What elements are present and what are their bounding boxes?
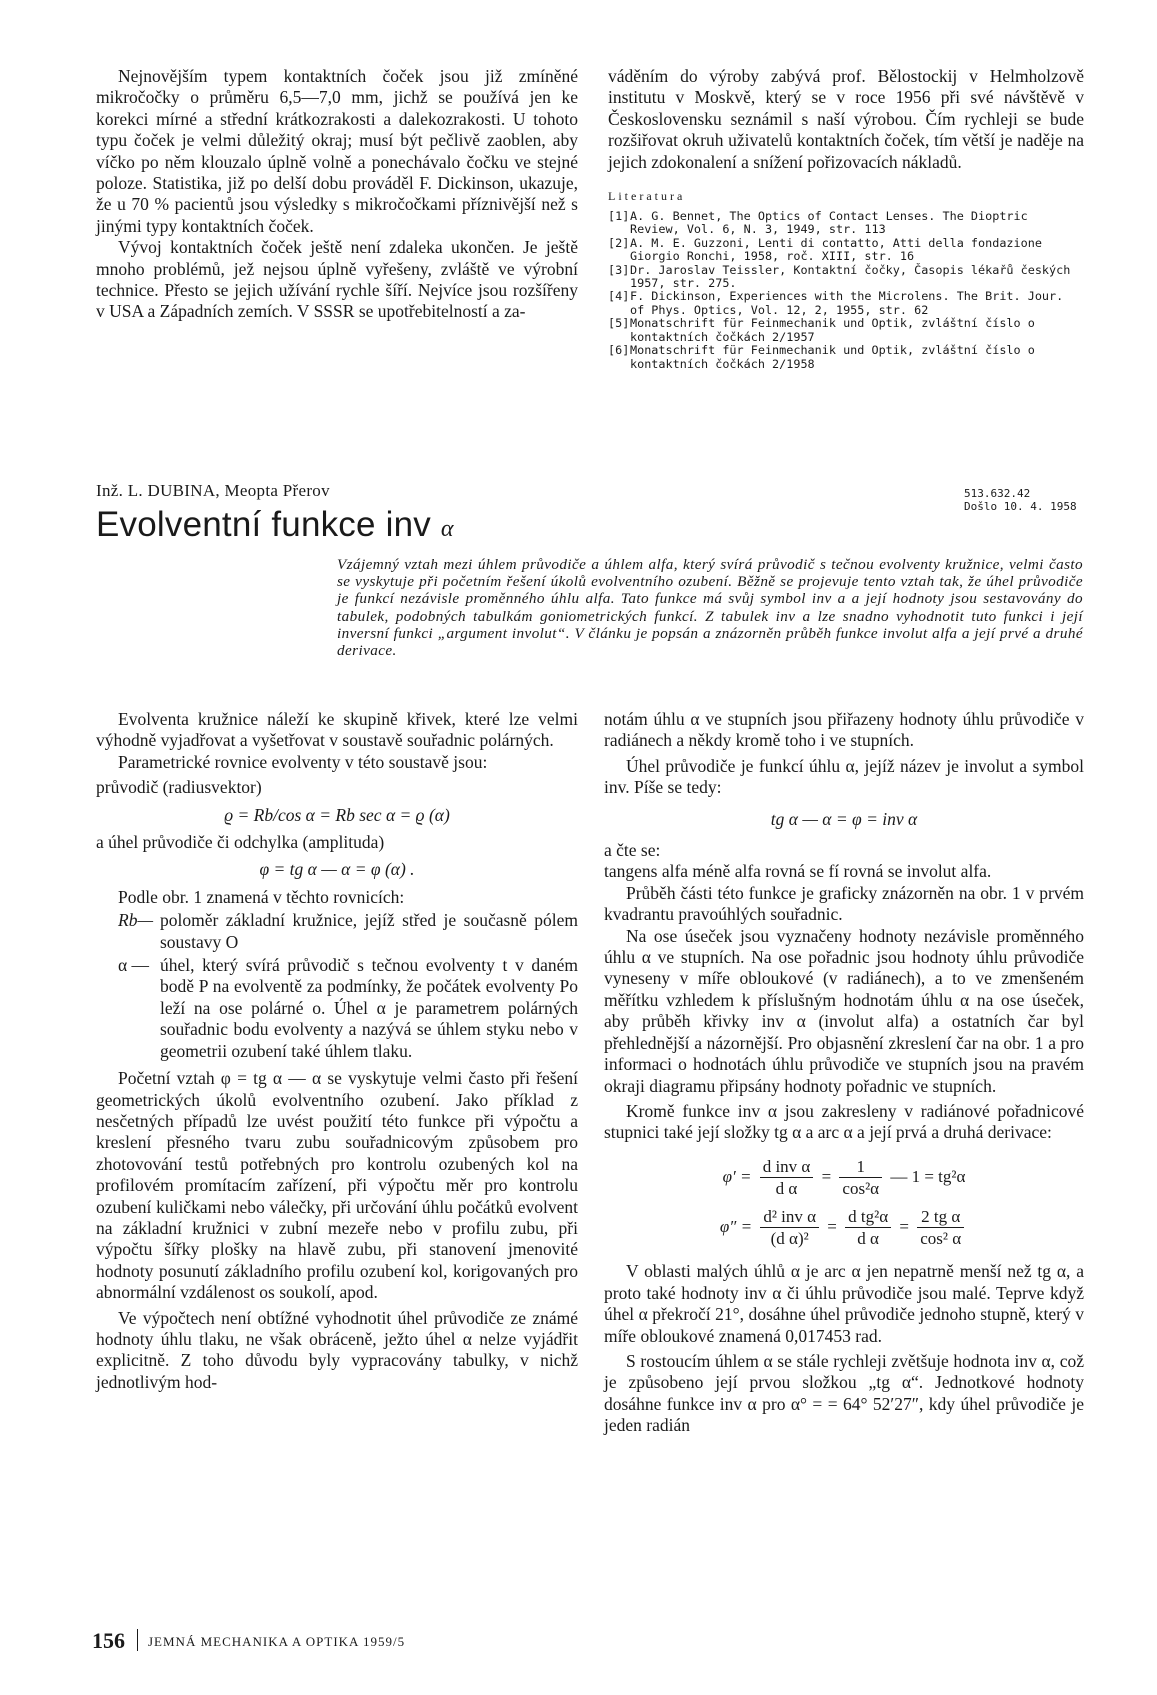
definition-rb: Rb— poloměr základní kružnice, jejíž střed je současně pólem soustavy O bbox=[118, 910, 578, 952]
article-abstract: Vzájemný vztah mezi úhlem průvodiče a úhlem alfa, který svírá průvodič s tečnou evolventy kružnice, velmi často se vyskytuje při početním řešení úkolů evolventního ozubení. Běžně se projevuje tento vztah tak, že úhel průvodiče je funkcí nezávisle proměnného úhlu alfa. Tato funkce má svůj symbol inv a a její hodnoty jsou sestavovány do tabulek, podobných tabulkám goniometrických funkcí. Z tabulek inv a lze snadno vyhodnotit tuto funkci i její inversní funkci „argument involut“. V článku je popsán a znázorněn průběh funkce involut alfa a její prvé a druhé derivace. bbox=[337, 556, 1083, 660]
paragraph: Na ose úseček jsou vyznačeny hodnoty nezávisle proměnného úhlu α ve stupních. Na ose pořadnic jsou hodnoty úhlu průvodiče vyneseny v míře obloukové (v radiánech), a to ve zmenšeném měřítku vzhledem k příslušným hodnotám úhlu α na ose úseček, aby průběh křivky inv α (involut alfa) a ostatních čar byl přehlednější a názornější. Pro objasnění zkreslení čar na obr. 1 a pro informaci o hodnotách úhlu průvodiče ve stupních jsou na pravém okraji diagramu připsány hodnoty pořadnic ve stupních. bbox=[604, 925, 1084, 1096]
footer-divider bbox=[137, 1629, 138, 1651]
paragraph: V oblasti malých úhlů α je arc α jen nepatrně menší než tg α, a proto také hodnoty inv α či úhlu průvodiče jsou malé. Teprve když úhel α překročí 21°, dosáhne úhel průvodiče jednoho stupně, který v míře obloukové znamená 0,017453 rad. bbox=[604, 1261, 1084, 1346]
paragraph: Parametrické rovnice evolventy v této soustavě jsou: bbox=[118, 751, 488, 772]
first-derivative: φ′ = $\frac{\text{d inv α}}{\text{d α}}$ = $\frac{1}{\text{cos²α}}$ — 1 = tg²α bbox=[722, 1156, 966, 1199]
paragraph: notám úhlu α ve stupních jsou přiřazeny hodnoty úhlu průvodiče v radiánech a někdy kromě toho i ve stupních. bbox=[604, 709, 1084, 751]
reference-item: [1] A. G. Bennet, The Optics of Contact Lenses. The Dioptric Review, Vol. 6, N. 3, 1949, str. 113 bbox=[608, 209, 1028, 237]
paragraph: Kromě funkce inv α jsou zakresleny v radiánové pořadnicové stupnici také její složky tg α a arc α a její prvá a druhá derivace: bbox=[604, 1100, 1084, 1143]
paragraph: Průběh části této funkce je graficky znázorněn na obr. 1 v prvém kvadrantu pravoúhlých souřadnic. bbox=[604, 882, 1084, 925]
paragraph: Početní vztah φ = tg α — α se vyskytuje velmi často při řešení geometrických úkolů evolventního ozubení. Jako příklad z nesčetných případů lze uvést použití této funkce při výpočtu a kreslení přesného tvaru zubu souřadnicovým způsobem pro zhotovování testů potřebných pro kontrolu ozubených kol na profilovém promítacím zařízení, při výpočtu měr pro kontrolu ozubení kuličkami nebo válečky, při určování úhlu počátků evolvent na základní kružnici v zubní mezeře nebo v profilu zubu, při výpočtu šířky plošky na hlavě zubu, při stanovení jmenovité hodnoty posunutí základního profilu ozubení kol, korigovaných pro abnormální vzdálenost os soukolí, apod. bbox=[96, 1068, 578, 1303]
equation-involute: tg α — α = φ = inv α bbox=[770, 808, 918, 829]
paragraph: Podle obr. 1 znamená v těchto rovnicích: bbox=[118, 886, 405, 907]
second-derivative: φ″ = $\frac{\text{d² inv α}}{\text{(d α)²}}$ = $\frac{\text{d tg²α}}{\text{d α}}$ = $\frac{\text{2 tg α}}{\text{cos² α}}$ bbox=[604, 1206, 1084, 1250]
equation-angle: φ = tg α — α = φ (α) . bbox=[259, 859, 415, 880]
article-right-column bbox=[604, 709, 1084, 1437]
label-angle: a úhel průvodiče či odchylka (amplituda) bbox=[96, 832, 385, 853]
equation-radius: ϱ = Rb/cos α = Rb sec α = ϱ (α) bbox=[224, 804, 450, 825]
page-footer bbox=[92, 1628, 405, 1654]
received-date: Došlo 10. 4. 1958 bbox=[964, 500, 1077, 513]
previous-article-right-column bbox=[608, 66, 1084, 371]
reads-label: a čte se: bbox=[604, 840, 661, 861]
article-meta bbox=[964, 487, 1077, 513]
udc-code: 513.632.42 bbox=[964, 487, 1031, 500]
literatura-heading: Literatura bbox=[608, 189, 686, 204]
reference-item: [2] A. M. E. Guzzoni, Lenti di contatto, Atti della fondazione Giorgio Ronchi, 1958, roč. XIII, str. 16 bbox=[608, 235, 1042, 264]
paragraph: S rostoucím úhlem α se stále rychleji zvětšuje hodnota inv α, což je způsobeno její prvou složkou „tg α“. Jednotkové hodnoty dosáhne funkce inv α pro α° = = 64° 52′27″, kdy úhel průvodiče je jeden radián bbox=[604, 1350, 1084, 1436]
author-byline: Inž. L. DUBINA, Meopta Přerov bbox=[96, 481, 330, 500]
paragraph: Vývoj kontaktních čoček ještě není zdaleka ukončen. Je ještě mnoho problémů, jež nejsou úplně vyřešeny, zvláště ve výrobní technice. Přesto se jejich užívání rychle šíří. Nejvíce jsou rozšířeny v USA a Západních zemích. V SSSR se upotřebitelností a za- bbox=[96, 237, 578, 322]
label-radius: průvodič (radiusvektor) bbox=[96, 777, 262, 798]
journal-name: JEMNÁ MECHANIKA A OPTIKA 1959/5 bbox=[148, 1634, 406, 1649]
paragraph: Úhel průvodiče je funkcí úhlu α, jejíž název je involut a symbol inv. Píše se tedy: bbox=[604, 755, 1084, 798]
previous-article-left-column bbox=[96, 66, 578, 323]
reference-list bbox=[608, 210, 1084, 371]
definition-alpha: α — úhel, který svírá průvodič s tečnou evolventy t v daném bodě P na evolventě za podmínky, že počátek evolventy Po leží na ose polárné o. Úhel α je parametrem polárných souřadnic bodu evolventy a nazývá se úhlem styku nebo v geometrii ozubení také úhlem tlaku. bbox=[118, 955, 578, 1061]
paragraph: Evolventa kružnice náleží ke skupině křivek, které lze velmi výhodně vyjadřovat a vyšetřovat v soustavě souřadnic polárných. bbox=[96, 709, 578, 751]
article-title: Evolventní funkce inv α bbox=[96, 505, 454, 544]
reference-item: [5] Monatschrift für Feinmechanik und Optik, zvláštní číslo o kontaktních čočkách 2/1957 bbox=[608, 316, 1035, 344]
article-left-column bbox=[96, 709, 578, 1393]
reference-item: [4] F. Dickinson, Experiences with the Microlens. The Brit. Jour. of Phys. Optics, Vol. 12, 2, 1955, str. 62 bbox=[608, 289, 1064, 317]
paragraph: váděním do výroby zabývá prof. Bělostockij v Helmholzově institutu v Moskvě, který se v roce 1956 při své návštěvě v Československu seznámil s naší výrobou. Čím rychleji se bude rozšiřovat okruh uživatelů kontaktních čoček, tím větší je naděje na jejich zdokonalení a snížení pořizovacích nákladů. bbox=[608, 66, 1084, 172]
paragraph: Ve výpočtech není obtížné vyhodnotit úhel průvodiče ze známé hodnoty úhlu tlaku, ne však obráceně, ježto úhel α nelze vyjádřit explicitně. Z toho důvodu byly vypracovány tabulky, v nichž jednotlivým hod- bbox=[96, 1307, 578, 1392]
reference-item: [6] Monatschrift für Feinmechanik und Optik, zvláštní číslo o kontaktních čočkách 2/1958 bbox=[608, 343, 1035, 371]
derivative-equations bbox=[604, 1156, 1084, 1250]
page-number: 156 bbox=[92, 1628, 125, 1653]
reference-item: [3] Dr. Jaroslav Teissler, Kontaktní čočky, Časopis lékařů českých 1957, str. 275. bbox=[608, 262, 1071, 291]
paragraph: Nejnovějším typem kontaktních čoček jsou již zmíněné mikročočky o průměru 6,5—7,0 mm, jichž se používá jen ke korekci mírné a střední krátkozrakosti a dalekozrakosti. U tohoto typu čoček je velmi důležitý okraj; musí být pečlivě zaoblen, aby víčko po něm klouzalo úplně volně a ponechávalo čočku ve stejné poloze. Statistika, již po delší dobu prováděl F. Dickinson, ukazuje, že u 70 % pacientů jsou výsledky s mikročočkami příznivější než s jinými typy kontaktních čoček. bbox=[96, 66, 578, 236]
reads-text: tangens alfa méně alfa rovná se fí rovná se involut alfa. bbox=[604, 861, 992, 882]
